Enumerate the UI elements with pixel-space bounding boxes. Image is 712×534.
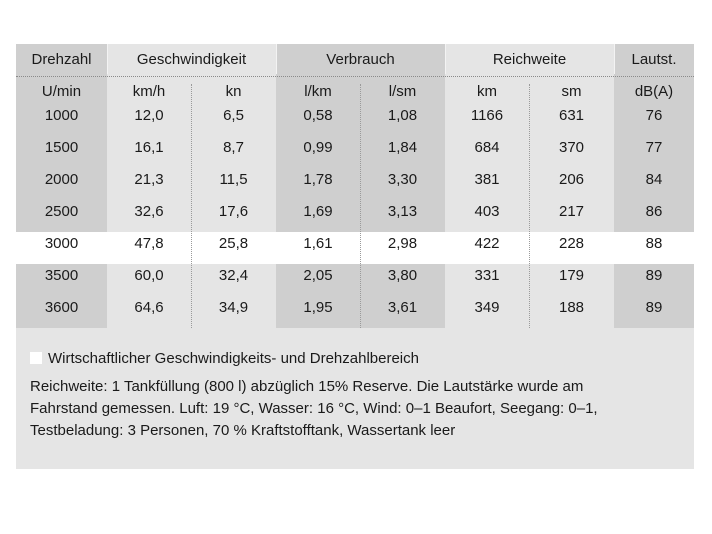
footnote-line: Reichweite: 1 Tankfüllung (800 l) abzüglich 15% Reserve. Die Lautstärke wurde am	[30, 378, 584, 395]
unit-cell: dB(A)	[634, 83, 674, 100]
table-cell: 3,61	[387, 299, 418, 316]
table-cell: 1,61	[303, 235, 333, 252]
unit-cell: U/min	[41, 83, 82, 100]
group-header-verbrauch: Verbrauch	[326, 51, 395, 68]
table-cell: 64,6	[134, 299, 164, 316]
group-header-drehzahl: Drehzahl	[31, 51, 92, 68]
table-cell: 1,08	[387, 107, 418, 124]
table-cell: 217	[558, 203, 585, 220]
column-separator	[360, 84, 361, 328]
table-cell: 1,69	[303, 203, 333, 220]
group-header-lautstaerke: Lautst.	[631, 51, 677, 68]
table-cell: 3,13	[387, 203, 418, 220]
table-cell: 0,58	[303, 107, 333, 124]
table-cell: 0,99	[303, 139, 333, 156]
unit-cell: km/h	[132, 83, 166, 100]
table-cell: 2,05	[303, 267, 333, 284]
table-cell: 1500	[44, 139, 79, 156]
unit-cell: l/km	[304, 83, 332, 100]
table-cell: 32,6	[134, 203, 164, 220]
table-cell: 86	[645, 203, 663, 220]
table-cell: 77	[645, 139, 663, 156]
table-cell: 60,0	[134, 267, 164, 284]
table-cell: 11,5	[219, 171, 248, 188]
table-cell: 47,8	[134, 235, 164, 252]
group-header-geschwindigkeit: Geschwindigkeit	[136, 51, 247, 68]
footnote-line: Testbeladung: 3 Personen, 70 % Kraftstofftank, Wassertank leer	[30, 422, 456, 439]
table-cell: 1000	[44, 107, 79, 124]
table-cell: 403	[474, 203, 500, 220]
table-cell: 349	[474, 299, 500, 316]
group-header-reichweite: Reichweite	[492, 51, 567, 68]
footnote-line: Fahrstand gemessen. Luft: 19 °C, Wasser: 16 °C, Wind: 0–1 Beaufort, Seegang: 0–1,	[30, 400, 598, 417]
table-cell: 88	[645, 235, 663, 252]
column-separator	[191, 84, 192, 328]
table-cell: 3,30	[387, 171, 418, 188]
legend-label: Wirtschaftlicher Geschwindigkeits- und Drehzahlbereich	[48, 350, 419, 367]
table-cell: 188	[558, 299, 585, 316]
table-cell: 422	[474, 235, 500, 252]
table-cell: 3,80	[387, 267, 418, 284]
table-cell: 89	[645, 299, 663, 316]
table-cell: 1166	[470, 107, 504, 124]
table-cell: 206	[558, 171, 585, 188]
table-cell: 370	[558, 139, 585, 156]
table-cell: 8,7	[223, 139, 244, 156]
table-cell: 76	[645, 107, 663, 124]
table-cell: 3000	[44, 235, 79, 252]
table-cell: 2,98	[387, 235, 418, 252]
performance-table	[16, 44, 694, 469]
table-cell: 631	[558, 107, 585, 124]
table-cell: 1,95	[303, 299, 333, 316]
table-cell: 2500	[44, 203, 79, 220]
table-cell: 3500	[44, 267, 79, 284]
table-cell: 2000	[44, 171, 79, 188]
table-cell: 89	[645, 267, 663, 284]
table-cell: 684	[474, 139, 500, 156]
unit-cell: kn	[225, 83, 242, 100]
unit-cell: sm	[561, 83, 582, 100]
table-cell: 21,3	[134, 171, 164, 188]
table-cell: 1,78	[303, 171, 333, 188]
table-cell: 6,5	[223, 107, 244, 124]
table-cell: 331	[474, 267, 500, 284]
table-cell: 16,1	[134, 139, 164, 156]
legend-swatch	[30, 352, 42, 364]
table-cell: 17,6	[218, 203, 249, 220]
table-cell: 32,4	[218, 267, 249, 284]
unit-cell: km	[477, 83, 497, 100]
column-separator	[529, 84, 530, 328]
table-cell: 3600	[44, 299, 79, 316]
table-cell: 84	[645, 171, 663, 188]
table-cell: 12,0	[134, 107, 164, 124]
table-cell: 228	[558, 235, 585, 252]
table-cell: 34,9	[218, 299, 249, 316]
table-cell: 381	[474, 171, 500, 188]
unit-cell: l/sm	[388, 83, 417, 100]
table-cell: 1,84	[387, 139, 418, 156]
table-cell: 25,8	[218, 235, 249, 252]
table-cell: 179	[558, 267, 585, 284]
legend	[30, 348, 419, 370]
